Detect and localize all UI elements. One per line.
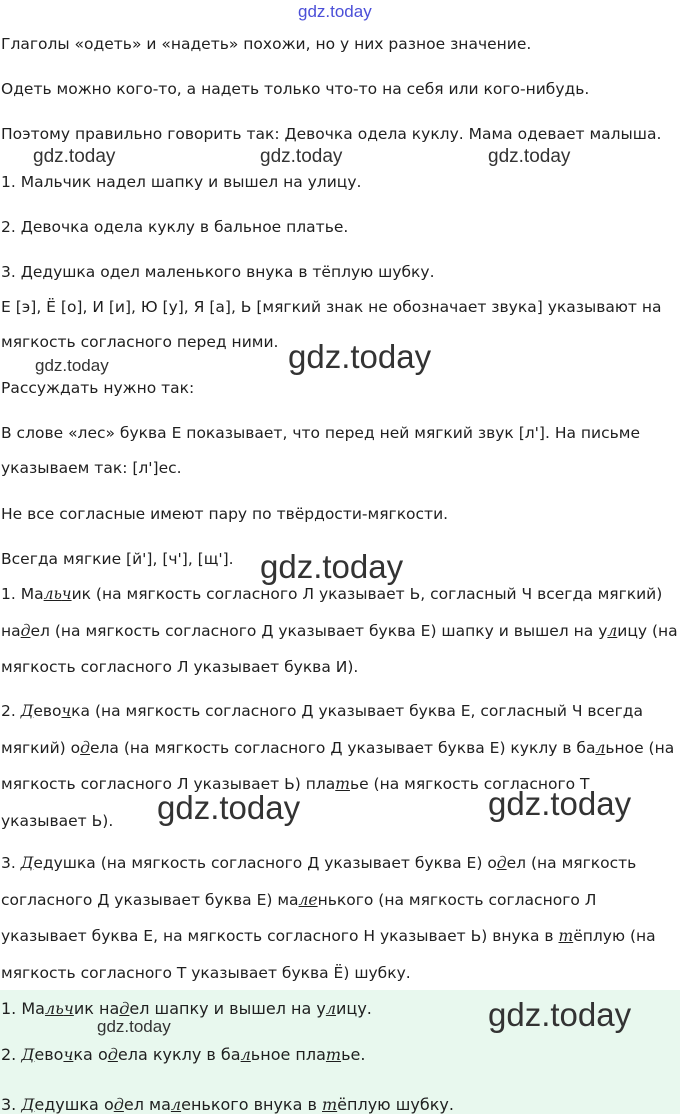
watermark: gdz.today	[260, 146, 343, 167]
watermark: gdz.today	[488, 785, 632, 822]
reason-heading: Рассуждать нужно так:	[1, 379, 195, 397]
analysis-paragraph-1: 1. Мальчик (на мягкость согласного Л указывает Ь, согласный Ч всегда мягкий) надел (на мягкость согласного Д указывает буква Е) шапку и вышел на улицу (на мягкость согласного Л указывает буква И).	[1, 585, 678, 676]
reason-line: Всегда мягкие [й'], [ч'], [щ'].	[1, 550, 234, 568]
reason-line: указываем так: [л']ес.	[1, 459, 182, 477]
rule-line: Е [э], Ё [о], И [и], Ю [у], Я [а], Ь [мягкий знак не обозначает звука] указывают на	[1, 298, 662, 316]
watermark: gdz.today	[33, 146, 116, 167]
intro-line: Поэтому правильно говорить так: Девочка одела куклу. Мама одевает малыша.	[1, 125, 662, 143]
watermark: gdz.today	[488, 146, 571, 167]
answer-line-3: 3. Дедушка одел маленького внука в тёплую шубку.	[1, 1095, 454, 1114]
watermark: gdz.today	[488, 996, 632, 1033]
analysis-paragraph-3: 3. Дедушка (на мягкость согласного Д указывает буква Е) одел (на мягкость согласного Д указывает буква Е) маленького (на мягкость согласного Л указывает буква Е, на мягкость согласного Н указывает Ь) внука в тёплую (на мягкость согласного Т указывает буква Ё) шубку.	[1, 854, 656, 982]
rule-line: мягкость согласного перед ними.	[1, 333, 279, 351]
watermark: gdz.today	[35, 356, 109, 375]
intro-line: Одеть можно кого-то, а надеть только что-то на себя или кого-нибудь.	[1, 80, 590, 98]
watermark: gdz.today	[298, 2, 372, 21]
watermark: gdz.today	[288, 338, 432, 375]
watermark: gdz.today	[157, 789, 301, 826]
answer-line-1: 1. Мальчик надел шапку и вышел на улицу.	[1, 999, 372, 1018]
answer-box	[0, 990, 680, 1114]
analysis-paragraph-2: 2. Девочка (на мягкость согласного Д указывает буква Е, согласный Ч всегда мягкий) одела (на мягкость согласного Д указывает буква Е) куклу в бальное (на мягкость согласного Л указывает Ь) платье (на мягкость согласного Т указывает Ь).	[1, 702, 675, 830]
sentence: 2. Девочка одела куклу в бальное платье.	[1, 218, 349, 236]
intro-line: Глаголы «одеть» и «надеть» похожи, но у них разное значение.	[1, 35, 532, 53]
watermark: gdz.today	[260, 548, 404, 585]
reason-line: Не все согласные имеют пару по твёрдости-мягкости.	[1, 505, 449, 523]
reason-line: В слове «лес» буква Е показывает, что перед ней мягкий звук [л']. На письме	[1, 424, 640, 442]
watermark: gdz.today	[97, 1017, 171, 1036]
sentence: 1. Мальчик надел шапку и вышел на улицу.	[1, 173, 362, 191]
answer-line-2: 2. Девочка одела куклу в бальное платье.	[1, 1045, 366, 1064]
sentence: 3. Дедушка одел маленького внука в тёплую шубку.	[1, 263, 435, 281]
